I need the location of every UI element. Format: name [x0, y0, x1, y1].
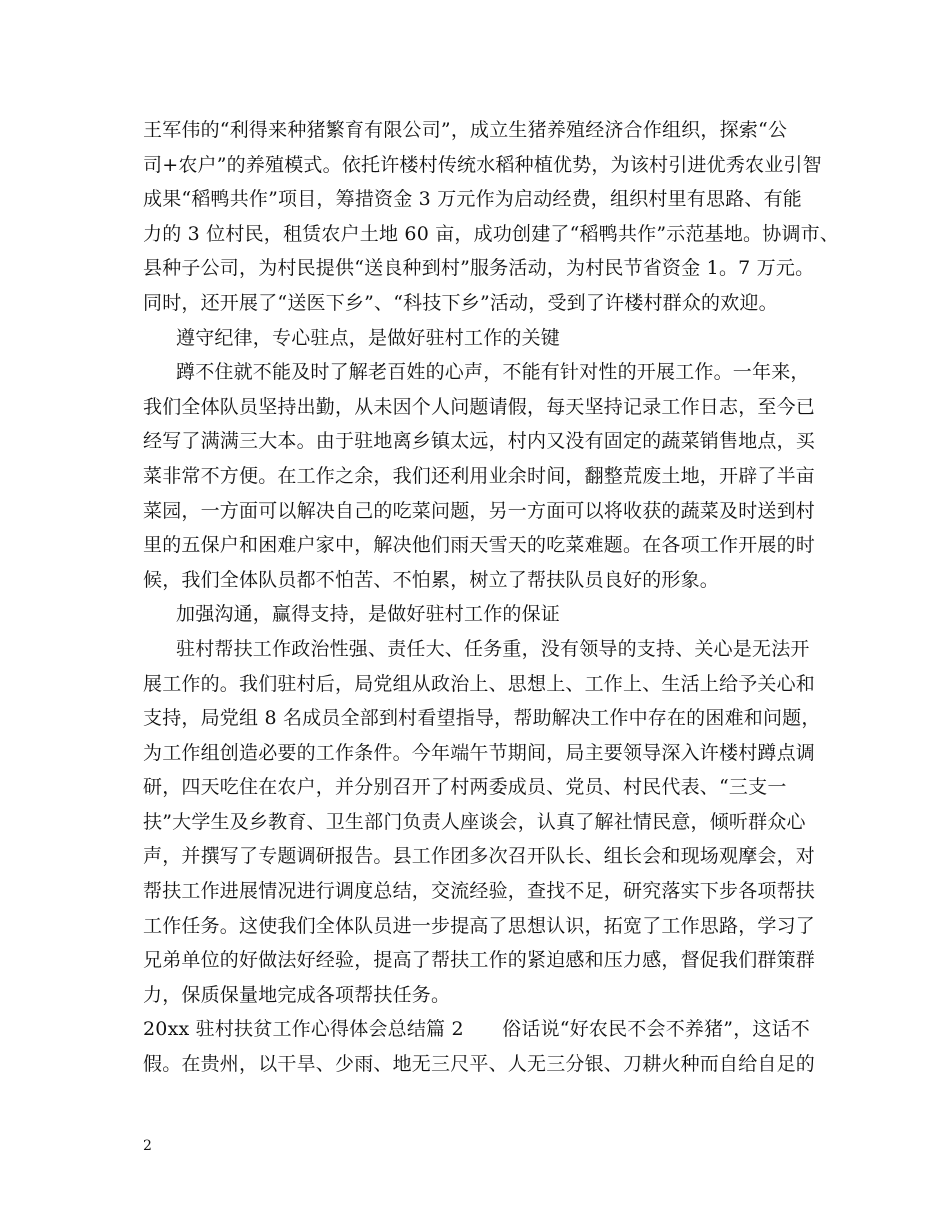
text-line: 扶”大学生及乡教育、卫生部门负责人座谈会，认真了解社情民意，倾听群众心 — [143, 810, 806, 833]
text-line: 经写了满满三大本。由于驻地离乡镇太远，村内又没有固定的蔬菜销售地点，买 — [143, 430, 816, 453]
text-line: 帮扶工作进展情况进行调度总结，交流经验，查找不足，研究落实下步各项帮扶 — [143, 880, 816, 903]
text-line: 同时，还开展了“送医下乡”、“科技下乡”活动，受到了许楼村群众的欢迎。 — [143, 291, 778, 314]
paragraph-first-line: 蹲不住就不能及时了解老百姓的心声，不能有针对性的开展工作。一年来， — [176, 361, 810, 384]
text-line: 候，我们全体队员都不怕苦、不怕累，树立了帮扶队员良好的形象。 — [143, 568, 720, 591]
text-line: 假。在贵州，以干旱、少雨、地无三尺平、人无三分银、刀耕火种而自给自足的 — [143, 1053, 816, 1076]
paragraph-first-line: 加强沟通，赢得支持，是做好驻村工作的保证 — [176, 603, 561, 626]
text-line: 展工作的。我们驻村后，局党组从政治上、思想上、工作上、生活上给予关心和 — [143, 672, 816, 695]
text-line: 我们全体队员坚持出勤，从未因个人问题请假，每天坚持记录工作日志，至今已 — [143, 395, 816, 418]
text-line: 力的 3 位村民，租赁农户土地 60 亩，成功创建了“稻鸭共作”示范基地。协调市、 — [143, 222, 840, 245]
text-line: 王军伟的“利得来种猪繁育有限公司”，成立生猪养殖经济合作组织，探索“公 — [143, 119, 788, 141]
text-line: 司+农户”的养殖模式。依托许楼村传统水稻种植优势，为该村引进优秀农业引智 — [143, 153, 822, 176]
text-line: 力，保质保量地完成各项帮扶任务。 — [143, 983, 451, 1006]
text-line: 成果“稻鸭共作”项目，筹措资金 3 万元作为启动经费，组织村里有思路、有能 — [143, 188, 802, 211]
paragraph-first-line: 遵守纪律，专心驻点，是做好驻村工作的关键 — [176, 326, 561, 349]
body-text — [143, 113, 840, 1082]
text-line: 支持，局党组 8 名成员全部到村看望指导，帮助解决工作中存在的困难和问题， — [143, 707, 821, 730]
text-line: 里的五保户和困难户家中，解决他们雨天雪天的吃菜难题。在各项工作开展的时 — [143, 534, 816, 557]
text-line: 菜园，一方面可以解决自己的吃菜问题，另一方面可以将收获的蔬菜及时送到村 — [143, 499, 816, 522]
text-line: 工作任务。这使我们全体队员进一步提高了思想认识，拓宽了工作思路，学习了 — [143, 914, 816, 937]
page-number: 2 — [143, 1138, 152, 1154]
paragraph-first-line: 驻村帮扶工作政治性强、责任大、任务重，没有领导的支持、关心是无法开 — [176, 637, 810, 660]
text-line: 研，四天吃住在农户，并分别召开了村两委成员、党员、村民代表、“三支一 — [143, 776, 787, 799]
text-line: 为工作组创造必要的工作条件。今年端午节期间，局主要领导深入许楼村蹲点调 — [143, 741, 816, 764]
text-line: 声，并撰写了专题调研报告。县工作团多次召开队长、组长会和现场观摩会，对 — [143, 845, 816, 868]
text-line: 县种子公司，为村民提供“送良种到村”服务活动，为村民节省资金 1。7 万元。 — [143, 257, 815, 280]
text-line: 兄弟单位的好做法好经验，提高了帮扶工作的紧迫感和压力感，督促我们群策群 — [143, 949, 816, 972]
text-line: 20xx 驻村扶贫工作心得体会总结篇 2 俗话说“好农民不会不养猪”，这话不 — [143, 1018, 811, 1041]
text-line: 菜非常不方便。在工作之余，我们还利用业余时间，翻整荒废土地，开辟了半亩 — [143, 464, 816, 487]
